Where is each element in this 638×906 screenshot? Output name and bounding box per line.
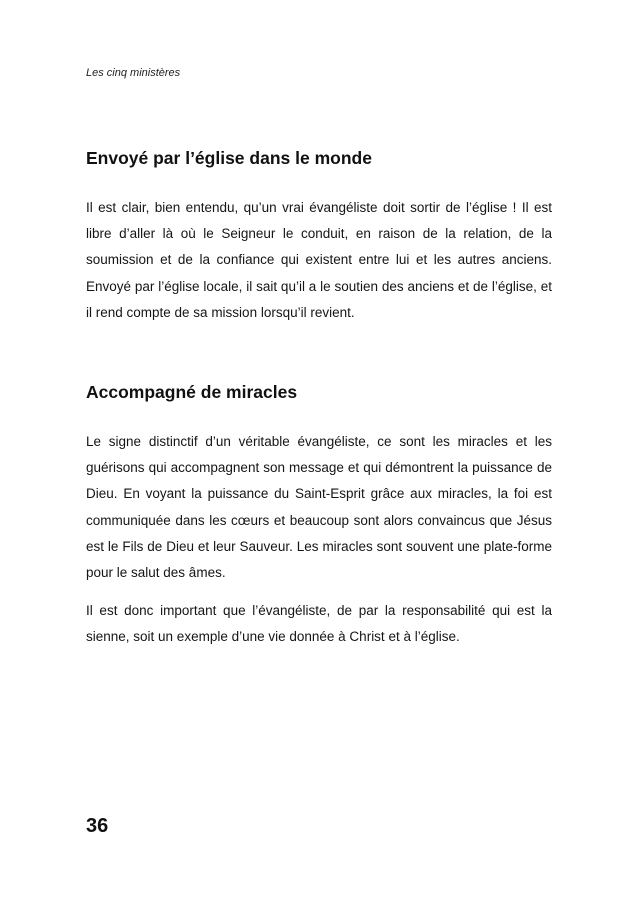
- paragraph: Il est donc important que l’évangéliste, de par la responsabilité qui est la sienne, soit un exemple d’une vie donnée à Christ et à l’église.: [86, 603, 552, 645]
- section-envoye: [86, 148, 552, 338]
- page-number: 36: [86, 815, 109, 837]
- section-title: Accompagné de miracles: [86, 382, 298, 402]
- running-header: Les cinq ministères: [86, 67, 181, 79]
- paragraph: Il est clair, bien entendu, qu’un vrai évangéliste doit sortir de l’église ! Il est libre d’aller là où le Seigneur le conduit, en raison de la relation, de la soumission et de la confiance qui existent entre lui et les autres anciens. Envoyé par l’église locale, il sait qu’il a le soutien des anciens et de l’église, et il rend compte de sa mission lorsqu’il revient.: [86, 200, 552, 320]
- paragraph: Le signe distinctif d’un véritable évangéliste, ce sont les miracles et les guérisons qui accompagnent son message et qui démontrent la puissance de Dieu. En voyant la puissance du Saint-Esprit grâce aux miracles, la foi est communiquée dans les cœurs et beaucoup sont alors convaincus que Jésus est le Fils de Dieu et leur Sauveur. Les miracles sont souvent une plate-forme pour le salut des âmes.: [86, 434, 552, 581]
- section-miracles: [86, 382, 552, 663]
- section-title: Envoyé par l’église dans le monde: [86, 148, 372, 168]
